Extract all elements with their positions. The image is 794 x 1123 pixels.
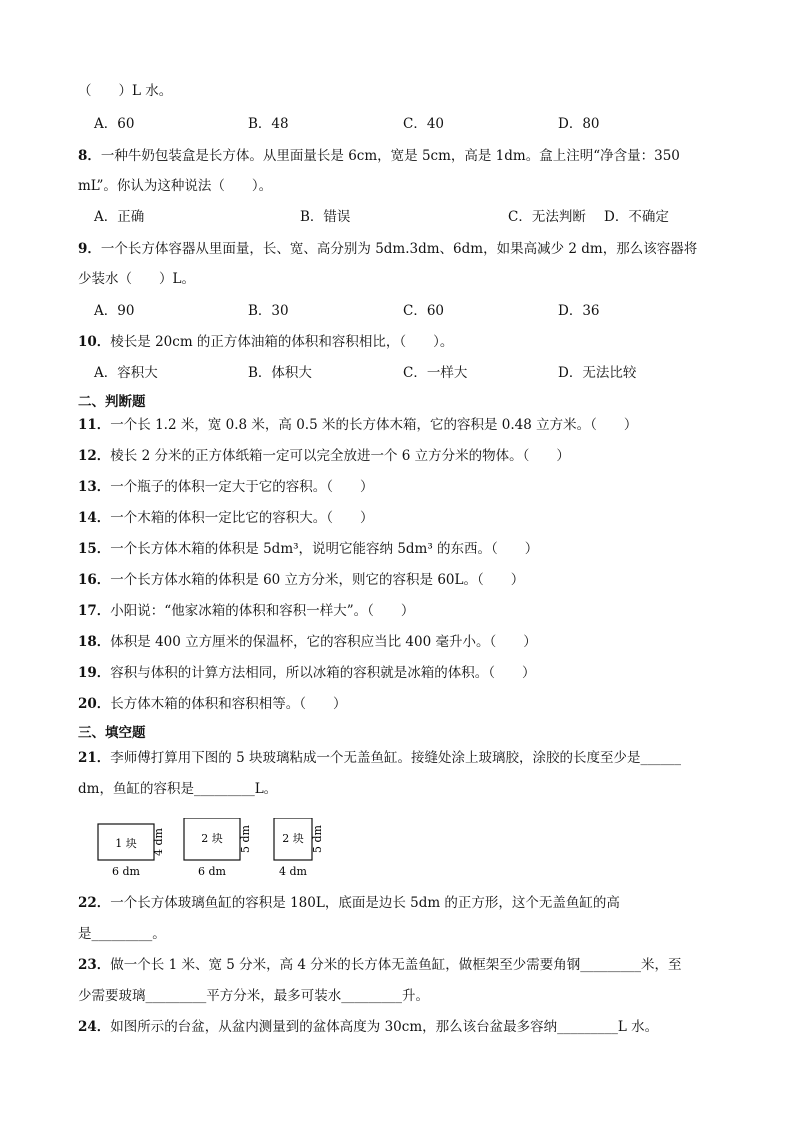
- question-23-cont: 少需要玻璃_________平方分米，最多可装水_________升。: [78, 988, 429, 1004]
- question-text: 如图所示的台盆，从盆内测量到的盆体高度为 30cm，那么该台盆最多容纳_________L 水。: [110, 1019, 659, 1035]
- q7-tail: （ ）L 水。: [78, 83, 173, 99]
- glass-panels-figure: [94, 818, 334, 880]
- question-text: 棱长是 20cm 的正方体油箱的体积和容积相比，（ ）。: [110, 334, 454, 350]
- question-text: 小阳说：“他家冰箱的体积和容积一样大”。（ ）: [110, 603, 415, 619]
- q8-options: [78, 208, 718, 226]
- question-text: 棱长 2 分米的正方体纸箱一定可以完全放进一个 6 立方分米的物体。（ ）: [110, 448, 570, 464]
- question-23: [78, 956, 682, 974]
- question-text: 一个长 1.2 米，宽 0.8 米，高 0.5 米的长方体木箱，它的容积是 0.48 立方米。（ ）: [110, 417, 638, 433]
- option-b[interactable]: B．48: [248, 116, 289, 132]
- question-number: 23．: [78, 957, 111, 973]
- panel-1-label: 1 块: [115, 837, 137, 850]
- section-judge-heading: 二、判断题: [78, 394, 146, 410]
- question-14: [78, 509, 374, 527]
- question-number: 21．: [78, 750, 111, 766]
- question-12: [78, 447, 570, 465]
- panel-3-label: 2 块: [282, 832, 304, 845]
- question-9-cont: 少装水（ ）L。: [78, 271, 195, 287]
- question-19: [78, 664, 536, 682]
- question-number: 22．: [78, 895, 111, 911]
- question-24: [78, 1018, 658, 1036]
- option-b[interactable]: B．错误: [300, 209, 351, 225]
- question-22: [78, 894, 620, 912]
- option-a[interactable]: A．正确: [94, 209, 145, 225]
- question-11: [78, 416, 637, 434]
- option-d[interactable]: D．80: [558, 116, 600, 132]
- panel-2-height: 5 dm: [239, 825, 252, 853]
- option-b[interactable]: B．体积大: [248, 365, 312, 381]
- panel-3: [274, 818, 324, 878]
- option-d[interactable]: D．36: [558, 303, 600, 319]
- option-c[interactable]: C．40: [403, 116, 445, 132]
- question-number: 19．: [78, 665, 111, 681]
- question-number: 18．: [78, 634, 111, 650]
- question-16: [78, 571, 524, 589]
- question-number: 16．: [78, 572, 111, 588]
- panel-1-width: 6 dm: [112, 865, 140, 878]
- option-d[interactable]: D．不确定: [604, 209, 669, 225]
- question-text: 一个长方体木箱的体积是 5dm³，说明它能容纳 5dm³ 的东西。（ ）: [110, 541, 539, 557]
- q10-options: [78, 364, 718, 382]
- panel-2-width: 6 dm: [198, 865, 226, 878]
- question-text: 一个长方体水箱的体积是 60 立方分米，则它的容积是 60L。（ ）: [110, 572, 525, 588]
- question-21: [78, 749, 681, 767]
- question-number: 14．: [78, 510, 111, 526]
- question-number: 17．: [78, 603, 111, 619]
- question-number: 20．: [78, 696, 111, 712]
- panel-2: [184, 818, 252, 878]
- panel-1: [98, 824, 165, 878]
- option-a[interactable]: A．容积大: [94, 365, 158, 381]
- section-fill-heading: 三、填空题: [78, 725, 146, 741]
- question-number: 8．: [78, 148, 101, 164]
- option-d[interactable]: D．无法比较: [558, 365, 637, 381]
- question-text: 容积与体积的计算方法相同，所以冰箱的容积就是冰箱的体积。（ ）: [110, 665, 536, 681]
- question-text: 李师傅打算用下图的 5 块玻璃粘成一个无盖鱼缸。接缝处涂上玻璃胶，涂胶的长度至少是______: [110, 750, 681, 766]
- question-text: 一个长方体容器从里面量，长、宽、高分别为 5dm.3dm、6dm，如果高减少 2 dm，那么该容器将: [100, 241, 698, 257]
- question-text: 长方体木箱的体积和容积相等。（ ）: [110, 696, 347, 712]
- question-number: 12．: [78, 448, 111, 464]
- q9-options: [78, 302, 718, 320]
- option-a[interactable]: A．60: [94, 116, 135, 132]
- panel-3-width: 4 dm: [279, 865, 307, 878]
- question-20: [78, 695, 347, 713]
- panel-3-height: 5 dm: [311, 825, 324, 853]
- q7-options: [78, 115, 718, 133]
- question-21-cont: dm，鱼缸的容积是_________L。: [78, 781, 278, 797]
- question-10: [78, 333, 453, 351]
- question-15: [78, 540, 538, 558]
- question-text: 一种牛奶包装盒是长方体。从里面量长是 6cm，宽是 5cm，高是 1dm。盒上注明“净含量：350: [100, 148, 680, 164]
- question-number: 13．: [78, 479, 111, 495]
- question-number: 9．: [78, 241, 101, 257]
- question-text: 体积是 400 立方厘米的保温杯，它的容积应当比 400 毫升小。（ ）: [110, 634, 537, 650]
- question-13: [78, 478, 374, 496]
- question-9: [78, 240, 697, 258]
- question-number: 10．: [78, 334, 111, 350]
- question-8-cont: mL”。你认为这种说法（ ）。: [78, 178, 273, 194]
- question-text: 一个长方体玻璃鱼缸的容积是 180L，底面是边长 5dm 的正方形，这个无盖鱼缸的高: [110, 895, 620, 911]
- panel-1-height: 4 dm: [152, 828, 165, 856]
- question-text: 一个瓶子的体积一定大于它的容积。（ ）: [110, 479, 374, 495]
- option-b[interactable]: B．30: [248, 303, 289, 319]
- question-number: 24．: [78, 1019, 111, 1035]
- question-text: 一个木箱的体积一定比它的容积大。（ ）: [110, 510, 374, 526]
- option-c[interactable]: C．60: [403, 303, 445, 319]
- question-text: 做一个长 1 米、宽 5 分米，高 4 分米的长方体无盖鱼缸，做框架至少需要角钢_________米，至: [110, 957, 682, 973]
- question-22-cont: 是_________。: [78, 926, 166, 942]
- question-18: [78, 633, 537, 651]
- panel-2-label: 2 块: [201, 832, 223, 845]
- question-number: 11．: [78, 417, 111, 433]
- question-8: [78, 147, 680, 165]
- question-number: 15．: [78, 541, 111, 557]
- option-c[interactable]: C．一样大: [403, 365, 468, 381]
- option-c[interactable]: C．无法判断: [508, 209, 586, 225]
- question-17: [78, 602, 414, 620]
- option-a[interactable]: A．90: [94, 303, 135, 319]
